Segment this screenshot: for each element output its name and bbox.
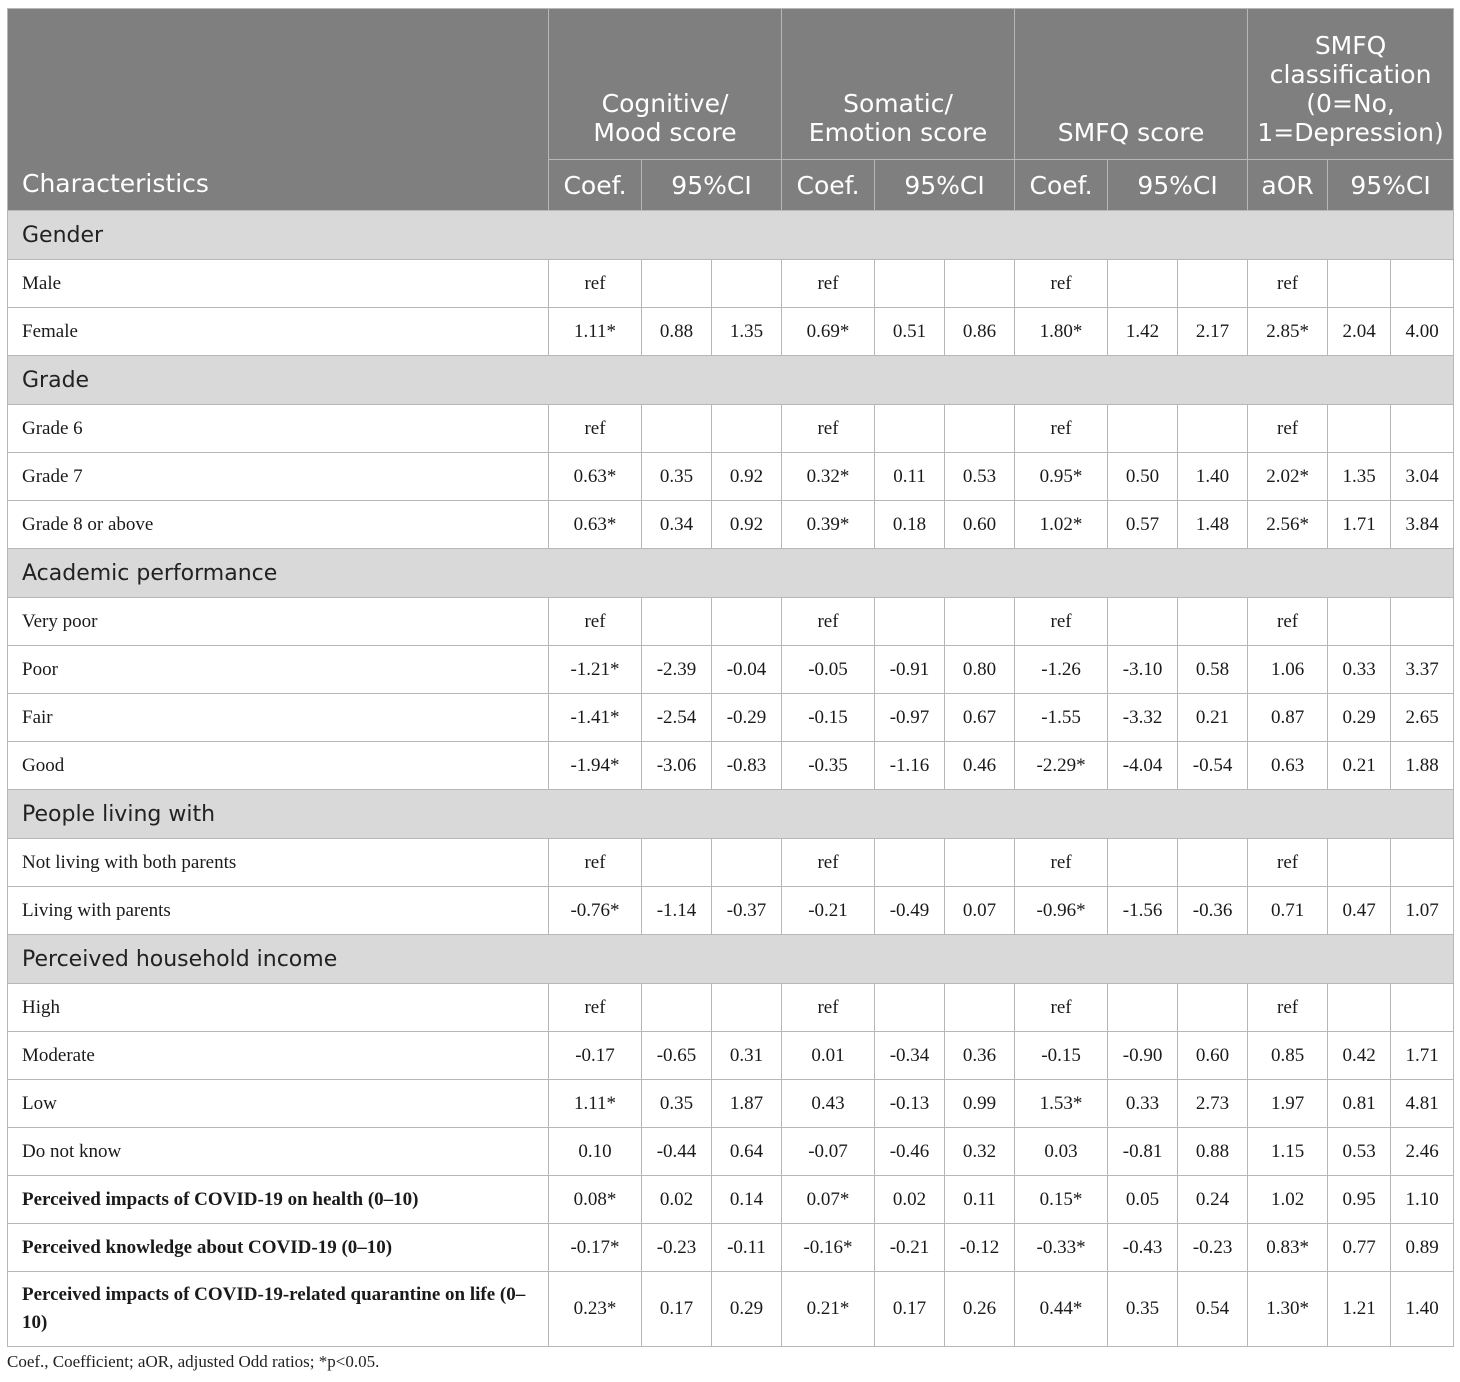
value-cell: 0.44* [1015,1272,1108,1347]
value-cell [712,984,782,1032]
value-cell: 0.71 [1248,887,1328,935]
value-cell: -0.34 [875,1032,945,1080]
value-cell [1391,260,1454,308]
value-cell: ref [782,598,875,646]
value-cell [1328,839,1391,887]
value-cell: 0.08* [549,1176,642,1224]
row-label: High [8,984,549,1032]
section-row [8,549,1454,598]
table-row [8,598,1454,646]
value-cell: 0.24 [1178,1176,1248,1224]
value-cell: -0.37 [712,887,782,935]
value-cell: 0.01 [782,1032,875,1080]
value-cell: -0.15 [782,694,875,742]
value-cell: 0.92 [712,501,782,549]
table-row [8,308,1454,356]
value-cell: 0.26 [945,1272,1015,1347]
value-cell: 4.81 [1391,1080,1454,1128]
table-row [8,646,1454,694]
value-cell [1108,405,1178,453]
value-cell: 1.87 [712,1080,782,1128]
value-cell: -0.12 [945,1224,1015,1272]
value-cell: 0.07* [782,1176,875,1224]
value-cell: 1.11* [549,308,642,356]
value-cell: 2.56* [1248,501,1328,549]
value-cell: 0.36 [945,1032,1015,1080]
row-label: Grade 8 or above [8,501,549,549]
value-cell: 0.05 [1108,1176,1178,1224]
value-cell: 0.15* [1015,1176,1108,1224]
value-cell: -0.21 [875,1224,945,1272]
value-cell: 1.35 [1328,453,1391,501]
value-cell: -0.33* [1015,1224,1108,1272]
value-cell: -1.26 [1015,646,1108,694]
row-label: Perceived impacts of COVID-19 on health (0–10) [8,1176,549,1224]
value-cell: 1.30* [1248,1272,1328,1347]
value-cell: 0.29 [712,1272,782,1347]
value-cell [642,260,712,308]
value-cell: -3.10 [1108,646,1178,694]
value-cell [1391,984,1454,1032]
value-cell: -4.04 [1108,742,1178,790]
value-cell [945,984,1015,1032]
value-cell: 0.63 [1248,742,1328,790]
somatic-coef-header: Coef. [782,160,875,211]
value-cell: 0.07 [945,887,1015,935]
value-cell: 0.03 [1015,1128,1108,1176]
value-cell: 1.15 [1248,1128,1328,1176]
value-cell [1108,839,1178,887]
value-cell: 0.32* [782,453,875,501]
value-cell: 1.42 [1108,308,1178,356]
value-cell: 2.46 [1391,1128,1454,1176]
row-label: Low [8,1080,549,1128]
value-cell [945,405,1015,453]
value-cell: ref [782,984,875,1032]
value-cell: 1.02 [1248,1176,1328,1224]
value-cell: 4.00 [1391,308,1454,356]
value-cell: -0.11 [712,1224,782,1272]
value-cell: 0.53 [945,453,1015,501]
value-cell: ref [1248,839,1328,887]
value-cell: -2.39 [642,646,712,694]
value-cell: 0.57 [1108,501,1178,549]
value-cell: 2.85* [1248,308,1328,356]
value-cell: 1.07 [1391,887,1454,935]
value-cell: 0.10 [549,1128,642,1176]
value-cell: ref [1015,260,1108,308]
value-cell: 0.02 [875,1176,945,1224]
value-cell: 0.17 [875,1272,945,1347]
value-cell: 0.47 [1328,887,1391,935]
value-cell: 0.64 [712,1128,782,1176]
value-cell: 1.02* [1015,501,1108,549]
table-row [8,1128,1454,1176]
value-cell: ref [1248,598,1328,646]
value-cell: -0.49 [875,887,945,935]
table-body [8,211,1454,1347]
value-cell [1178,405,1248,453]
value-cell: 0.51 [875,308,945,356]
row-label: Male [8,260,549,308]
table-row [8,839,1454,887]
value-cell [875,598,945,646]
value-cell: 1.06 [1248,646,1328,694]
value-cell: 0.33 [1328,646,1391,694]
value-cell [712,260,782,308]
section-title: Academic performance [8,549,1454,598]
value-cell: -0.43 [1108,1224,1178,1272]
section-row [8,790,1454,839]
value-cell: 1.40 [1178,453,1248,501]
value-cell: -0.81 [1108,1128,1178,1176]
value-cell: 0.31 [712,1032,782,1080]
value-cell: ref [549,405,642,453]
value-cell: ref [1015,405,1108,453]
value-cell: 1.40 [1391,1272,1454,1347]
value-cell: 2.73 [1178,1080,1248,1128]
value-cell [712,598,782,646]
value-cell: 0.35 [1108,1272,1178,1347]
value-cell: 0.39* [782,501,875,549]
value-cell: 0.89 [1391,1224,1454,1272]
somatic-emotion-header: Somatic/ Emotion score [782,9,1015,160]
value-cell [1328,984,1391,1032]
value-cell: ref [1248,405,1328,453]
value-cell: -0.76* [549,887,642,935]
value-cell: -3.06 [642,742,712,790]
value-cell: 0.46 [945,742,1015,790]
value-cell: 1.11* [549,1080,642,1128]
value-cell: 0.11 [945,1176,1015,1224]
value-cell: -0.04 [712,646,782,694]
value-cell: 0.35 [642,1080,712,1128]
table-row [8,1080,1454,1128]
value-cell [1328,598,1391,646]
table-row [8,260,1454,308]
value-cell: -0.91 [875,646,945,694]
value-cell: 0.21* [782,1272,875,1347]
value-cell: 0.14 [712,1176,782,1224]
value-cell [712,405,782,453]
section-title: Grade [8,356,1454,405]
value-cell: 1.71 [1391,1032,1454,1080]
value-cell [1391,405,1454,453]
row-label: Not living with both parents [8,839,549,887]
section-row [8,211,1454,260]
value-cell: 0.85 [1248,1032,1328,1080]
table-row [8,1272,1454,1347]
value-cell: 0.21 [1328,742,1391,790]
value-cell: 1.88 [1391,742,1454,790]
table-footnote: Coef., Coefficient; aOR, adjusted Odd ratios; *p<0.05. [7,1352,380,1371]
value-cell: -0.96* [1015,887,1108,935]
row-label: Fair [8,694,549,742]
value-cell: -0.90 [1108,1032,1178,1080]
value-cell: 0.95 [1328,1176,1391,1224]
value-cell: ref [1015,984,1108,1032]
value-cell: ref [549,984,642,1032]
section-row [8,935,1454,984]
value-cell: ref [549,598,642,646]
value-cell: 2.17 [1178,308,1248,356]
value-cell: 3.37 [1391,646,1454,694]
value-cell: 0.63* [549,501,642,549]
value-cell: 2.04 [1328,308,1391,356]
value-cell: 0.42 [1328,1032,1391,1080]
smfq-classification-header: SMFQ classification (0=No, 1=Depression) [1248,9,1454,160]
value-cell: -0.29 [712,694,782,742]
value-cell: -1.14 [642,887,712,935]
value-cell: -0.46 [875,1128,945,1176]
table-row [8,405,1454,453]
value-cell [1178,598,1248,646]
row-label: Very poor [8,598,549,646]
value-cell [642,598,712,646]
table-row [8,694,1454,742]
value-cell: -0.17 [549,1032,642,1080]
value-cell: 1.48 [1178,501,1248,549]
value-cell: 0.18 [875,501,945,549]
cognitive-coef-header: Coef. [549,160,642,211]
smfq-coef-header: Coef. [1015,160,1108,211]
value-cell: 0.33 [1108,1080,1178,1128]
row-label: Perceived impacts of COVID-19-related quarantine on life (0–10) [8,1272,549,1347]
row-label: Moderate [8,1032,549,1080]
value-cell: 0.95* [1015,453,1108,501]
value-cell: -0.35 [782,742,875,790]
value-cell: 1.21 [1328,1272,1391,1347]
value-cell: -0.36 [1178,887,1248,935]
row-label: Grade 6 [8,405,549,453]
row-label: Living with parents [8,887,549,935]
value-cell: -0.07 [782,1128,875,1176]
value-cell: 0.63* [549,453,642,501]
table-row [8,1032,1454,1080]
value-cell: 0.60 [1178,1032,1248,1080]
value-cell [1328,405,1391,453]
value-cell [945,839,1015,887]
value-cell: 0.88 [642,308,712,356]
value-cell: 1.53* [1015,1080,1108,1128]
value-cell: 0.11 [875,453,945,501]
value-cell: 0.86 [945,308,1015,356]
value-cell: -0.23 [1178,1224,1248,1272]
value-cell: 0.92 [712,453,782,501]
value-cell: 0.80 [945,646,1015,694]
value-cell: 1.97 [1248,1080,1328,1128]
value-cell: -0.15 [1015,1032,1108,1080]
value-cell: -1.41* [549,694,642,742]
section-title: Gender [8,211,1454,260]
row-label: Do not know [8,1128,549,1176]
value-cell [1108,598,1178,646]
value-cell: 0.81 [1328,1080,1391,1128]
value-cell: 2.65 [1391,694,1454,742]
row-label: Perceived knowledge about COVID-19 (0–10) [8,1224,549,1272]
value-cell: ref [549,260,642,308]
table-row [8,984,1454,1032]
value-cell: 0.32 [945,1128,1015,1176]
table-row [8,501,1454,549]
value-cell: -0.21 [782,887,875,935]
table-row [8,453,1454,501]
characteristics-header: Characteristics [8,9,549,211]
value-cell: -0.44 [642,1128,712,1176]
value-cell: 0.69* [782,308,875,356]
value-cell: -0.83 [712,742,782,790]
value-cell: -0.23 [642,1224,712,1272]
value-cell: 0.02 [642,1176,712,1224]
value-cell: -0.05 [782,646,875,694]
table-row [8,742,1454,790]
value-cell: 3.04 [1391,453,1454,501]
value-cell: 1.10 [1391,1176,1454,1224]
value-cell [1178,984,1248,1032]
value-cell: ref [782,405,875,453]
row-label: Good [8,742,549,790]
value-cell: -2.29* [1015,742,1108,790]
value-cell: -0.54 [1178,742,1248,790]
value-cell [945,260,1015,308]
value-cell: -0.13 [875,1080,945,1128]
value-cell: -1.16 [875,742,945,790]
value-cell [1391,839,1454,887]
value-cell: 0.21 [1178,694,1248,742]
value-cell: 0.77 [1328,1224,1391,1272]
section-title: Perceived household income [8,935,1454,984]
value-cell: 0.99 [945,1080,1015,1128]
value-cell [712,839,782,887]
value-cell: ref [782,839,875,887]
value-cell: 0.87 [1248,694,1328,742]
value-cell: 1.35 [712,308,782,356]
value-cell: 0.58 [1178,646,1248,694]
value-cell: -1.56 [1108,887,1178,935]
value-cell [1108,260,1178,308]
cognitive-mood-header: Cognitive/ Mood score [549,9,782,160]
value-cell: 3.84 [1391,501,1454,549]
table-row [8,1224,1454,1272]
value-cell: 0.43 [782,1080,875,1128]
value-cell [1178,260,1248,308]
value-cell: -1.94* [549,742,642,790]
table-row [8,887,1454,935]
value-cell: 0.88 [1178,1128,1248,1176]
row-label: Female [8,308,549,356]
cognitive-ci-header: 95%CI [642,160,782,211]
section-row [8,356,1454,405]
table-header [8,9,1454,211]
table-row [8,1176,1454,1224]
value-cell: 0.67 [945,694,1015,742]
regression-table [7,8,1454,1347]
classification-ci-header: 95%CI [1328,160,1454,211]
value-cell: 0.50 [1108,453,1178,501]
value-cell: 0.60 [945,501,1015,549]
value-cell: ref [1015,598,1108,646]
value-cell [1391,598,1454,646]
value-cell: ref [1015,839,1108,887]
value-cell: ref [782,260,875,308]
value-cell: ref [549,839,642,887]
value-cell [642,839,712,887]
value-cell: 2.02* [1248,453,1328,501]
value-cell: 1.80* [1015,308,1108,356]
value-cell: ref [1248,984,1328,1032]
value-cell [1328,260,1391,308]
value-cell: -3.32 [1108,694,1178,742]
somatic-ci-header: 95%CI [875,160,1015,211]
smfq-ci-header: 95%CI [1108,160,1248,211]
value-cell: -0.17* [549,1224,642,1272]
value-cell [642,984,712,1032]
value-cell: ref [1248,260,1328,308]
value-cell [642,405,712,453]
classification-aor-header: aOR [1248,160,1328,211]
value-cell: 0.53 [1328,1128,1391,1176]
value-cell: 0.17 [642,1272,712,1347]
value-cell [875,839,945,887]
value-cell: 0.83* [1248,1224,1328,1272]
value-cell: 0.23* [549,1272,642,1347]
value-cell: -0.16* [782,1224,875,1272]
value-cell [875,405,945,453]
row-label: Grade 7 [8,453,549,501]
smfq-score-header: SMFQ score [1015,9,1248,160]
value-cell: -2.54 [642,694,712,742]
value-cell [1178,839,1248,887]
value-cell: 0.34 [642,501,712,549]
row-label: Poor [8,646,549,694]
value-cell: -1.55 [1015,694,1108,742]
value-cell: -1.21* [549,646,642,694]
value-cell: 0.54 [1178,1272,1248,1347]
value-cell: -0.65 [642,1032,712,1080]
value-cell [875,260,945,308]
value-cell: 0.35 [642,453,712,501]
value-cell [945,598,1015,646]
value-cell: 0.29 [1328,694,1391,742]
value-cell: -0.97 [875,694,945,742]
value-cell [1108,984,1178,1032]
section-title: People living with [8,790,1454,839]
value-cell [875,984,945,1032]
value-cell: 1.71 [1328,501,1391,549]
